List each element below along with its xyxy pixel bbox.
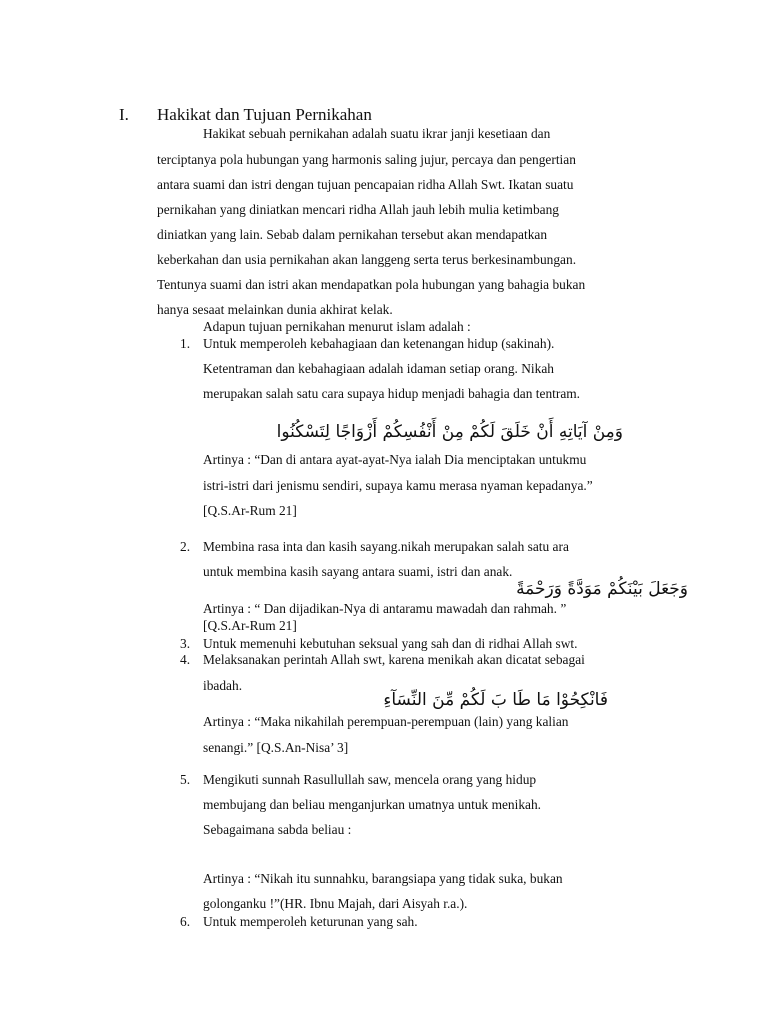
purpose-intro: Adapun tujuan pernikahan menurut islam adalah : [203, 319, 471, 334]
list-number: 5. [180, 772, 191, 787]
list-number: 2. [180, 539, 191, 554]
intro-line: diniatkan yang lain. Sebab dalam pernikahan tersebut akan mendapatkan [157, 227, 548, 242]
list-item-line: membujang dan beliau menganjurkan umatnya untuk menikah. [203, 797, 542, 812]
translation-line: istri-istri dari jenismu sendiri, supaya kamu merasa nyaman kepadanya.” [203, 478, 593, 493]
list-item-line: merupakan salah satu cara supaya hidup menjadi bahagia dan tentram. [203, 386, 581, 401]
translation-line: Artinya : “Nikah itu sunnahku, barangsiapa yang tidak suka, bukan [203, 871, 563, 886]
list-item-line: ibadah. [203, 678, 243, 693]
arabic-verse: وَمِنْ آيَاتِهِ أَنْ خَلَقَ لَكُمْ مِنْ أَنْفُسِكُمْ أَزْوَاجًا لِتَسْكُنُوا [276, 422, 623, 442]
translation-line: Artinya : “ Dan dijadikan-Nya di antaramu mawadah dan rahmah. ” [203, 601, 567, 616]
list-number: 3. [180, 636, 191, 651]
list-item-line: Membina rasa inta dan kasih sayang.nikah merupakan salah satu ara [203, 539, 569, 554]
intro-line: antara suami dan istri dengan tujuan pencapaian ridha Allah Swt. Ikatan suatu [157, 177, 574, 192]
translation-line: Artinya : “Maka nikahilah perempuan-perempuan (lain) yang kalian [203, 714, 569, 729]
list-number: 1. [180, 336, 191, 351]
intro-line: hanya sesaat melainkan dunia akhirat kelak. [157, 302, 393, 317]
list-item-line: Untuk memperoleh keturunan yang sah. [203, 914, 418, 929]
arabic-verse: وَجَعَلَ بَيْنَكُمْ مَوَدَّةً وَرَحْمَةً [516, 579, 688, 599]
list-item-line: Untuk memenuhi kebutuhan seksual yang sah dan di ridhai Allah swt. [203, 636, 578, 651]
list-number: 4. [180, 652, 191, 667]
translation-line: [Q.S.Ar-Rum 21] [203, 618, 297, 633]
list-item-line: Ketentraman dan kebahagiaan adalah idaman setiap orang. Nikah [203, 361, 554, 376]
list-item-line: Mengikuti sunnah Rasullullah saw, mencela orang yang hidup [203, 772, 537, 787]
heading-title: Hakikat dan Tujuan Pernikahan [157, 105, 372, 124]
translation-line: Artinya : “Dan di antara ayat-ayat-Nya ialah Dia menciptakan untukmu [203, 452, 587, 467]
intro-line: terciptanya pola hubungan yang harmonis saling jujur, percaya dan pengertian [157, 152, 576, 167]
intro-line: Hakikat sebuah pernikahan adalah suatu ikrar janji kesetiaan dan [203, 126, 551, 141]
intro-line: Tentunya suami dan istri akan mendapatkan pola hubungan yang bahagia bukan [157, 277, 586, 292]
heading-number: I. [119, 105, 129, 124]
arabic-verse: فَانْكِحُوْا مَا طَا بَ لَكُمْ مِّنَ النِّسَآءِ [383, 690, 608, 710]
list-item-line: Untuk memperoleh kebahagiaan dan ketenangan hidup (sakinah). [203, 336, 555, 351]
list-item-line: Melaksanakan perintah Allah swt, karena menikah akan dicatat sebagai [203, 652, 585, 667]
list-number: 6. [180, 914, 191, 929]
list-item-line: untuk membina kasih sayang antara suami, istri dan anak. [203, 564, 513, 579]
translation-line: golonganku !”(HR. Ibnu Majah, dari Aisyah r.a.). [203, 896, 468, 911]
list-item-line: Sebagaimana sabda beliau : [203, 822, 352, 837]
translation-line: senangi.” [Q.S.An-Nisa’ 3] [203, 740, 349, 755]
intro-line: keberkahan dan usia pernikahan akan langgeng serta terus berkesinambungan. [157, 252, 577, 267]
translation-line: [Q.S.Ar-Rum 21] [203, 503, 297, 518]
intro-line: pernikahan yang diniatkan mencari ridha Allah jauh lebih mulia ketimbang [157, 202, 559, 217]
